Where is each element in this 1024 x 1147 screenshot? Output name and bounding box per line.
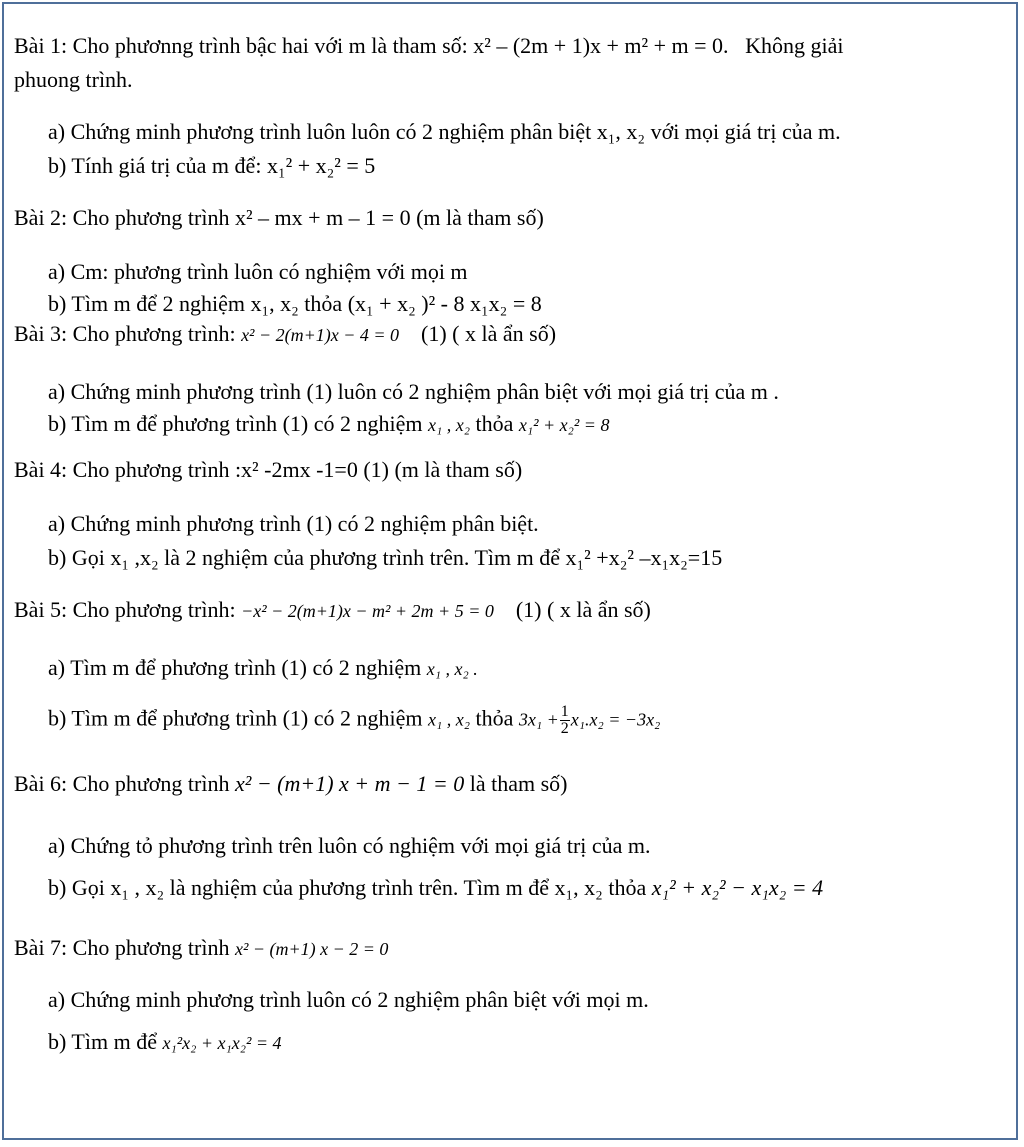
problem-1-tail: Không giải [745, 33, 844, 58]
problem-7-equation: x² − (m+1) x − 2 = 0 [234, 939, 389, 959]
problem-7-b-equation: x₁²x₂ + x₁x₂² = 4 [162, 1033, 282, 1053]
problem-1-equation: x² – (2m + 1)x + m² + m = 0. [473, 33, 729, 58]
problem-1-b-label: b) Tính giá trị của m để: [48, 153, 262, 178]
problem-5-tail: (1) ( x là ẩn số) [515, 597, 651, 622]
problem-3-part-a: a) Chứng minh phương trình (1) luôn có 2 nghiệm phân biệt với mọi giá trị của m . [48, 379, 779, 404]
problem-3-intro: Bài 3: Cho phương trình: [14, 321, 236, 346]
problem-6-part-a: a) Chứng tỏ phương trình trên luôn có nghiệm với mọi giá trị của m. [48, 833, 651, 858]
problem-2-b-label: b) Tìm m để 2 nghiệm x₁, x₂ thỏa [48, 291, 343, 316]
fraction-denominator: 2 [560, 720, 569, 737]
problem-6-intro: Bài 6: Cho phương trình [14, 771, 230, 796]
problem-5-a-label: a) Tìm m để phương trình (1) có 2 nghiệm [48, 655, 422, 680]
problem-6-header [14, 770, 568, 798]
problem-3-b-equation: x₁² + x₂² = 8 [518, 415, 610, 435]
problem-2-equation: x² – mx + m – 1 = 0 [234, 205, 411, 230]
problem-5-header [14, 596, 651, 625]
fraction-numerator: 1 [560, 703, 569, 720]
problem-2-part-b [48, 290, 542, 318]
problem-3-equation: x² − 2(m+1)x − 4 = 0 [241, 325, 400, 345]
problem-2-b-equation: (x₁ + x₂ )² - 8 x₁x₂ = 8 [347, 291, 542, 316]
problem-5-b-label: b) Tìm m để phương trình (1) có 2 nghiệm [48, 705, 423, 731]
problem-5-b-eq-left: 3x₁ + [518, 709, 559, 730]
problem-6-b-label: b) Gọi x₁ , x₂ là nghiệm của phương trình trên. Tìm m để x₁, x₂ thỏa [48, 875, 647, 900]
problem-5-a-vars: x₁ , x₂ . [426, 659, 478, 679]
problem-2-intro: Bài 2: Cho phương trình [14, 205, 230, 230]
problem-1-b-equation: x₁² + x₂² = 5 [266, 153, 376, 178]
problem-6-b-equation: x₁² + x₂² − x₁x₂ = 4 [651, 875, 824, 900]
problem-4-part-b: b) Gọi x₁ ,x₂ là 2 nghiệm của phương trình trên. Tìm m để x₁² +x₂² –x₁x₂=15 [48, 545, 723, 570]
problem-5-b-vars: x₁ , x₂ [427, 709, 470, 730]
problem-3-b-mid: thỏa [475, 411, 514, 436]
problem-5-part-a [48, 654, 478, 683]
problem-5-equation: −x² − 2(m+1)x − m² + 2m + 5 = 0 [241, 601, 494, 621]
problem-1-header [14, 32, 843, 60]
problem-7-intro: Bài 7: Cho phương trình [14, 935, 230, 960]
problem-3-header [14, 320, 556, 349]
problem-5-intro: Bài 5: Cho phương trình: [14, 597, 236, 622]
problem-5-b-mid: thỏa [475, 705, 514, 731]
problem-6-equation: x² − (m+1) x + m − 1 = 0 [234, 771, 465, 796]
problem-4-header: Bài 4: Cho phương trình :x² -2mx -1=0 (1) (m là tham số) [14, 457, 523, 482]
problem-7-b-label: b) Tìm m để [48, 1029, 157, 1054]
problem-5-b-eq-right: x₁.x₂ = −3x₂ [570, 709, 661, 730]
problem-7-header [14, 934, 388, 963]
problem-2-part-a: a) Cm: phương trình luôn có nghiệm với mọi m [48, 259, 468, 284]
problem-6-part-b [48, 874, 823, 902]
problem-1-header-cont [14, 66, 133, 94]
problem-3-part-b [48, 410, 609, 439]
problem-4-part-a: a) Chứng minh phương trình (1) có 2 nghiệm phân biệt. [48, 511, 539, 536]
problem-1-tail2: phuong trình. [14, 67, 133, 92]
problem-1-part-a: a) Chứng minh phương trình luôn luôn có 2 nghiệm phân biệt x₁, x₂ với mọi giá trị của m. [48, 119, 841, 144]
problem-7-part-b [48, 1028, 282, 1057]
problem-7-part-a: a) Chứng minh phương trình luôn có 2 nghiệm phân biệt với mọi m. [48, 987, 649, 1012]
problem-5-b-fraction [560, 704, 570, 737]
problem-3-b-vars: x₁ , x₂ [427, 415, 470, 435]
problem-1-part-b [48, 152, 375, 180]
problem-3-b-label: b) Tìm m để phương trình (1) có 2 nghiệm [48, 411, 423, 436]
problem-6-tail: là tham số) [469, 771, 568, 796]
problem-2-header [14, 204, 544, 232]
problem-3-tail: (1) ( x là ẩn số) [421, 321, 557, 346]
problem-5-part-b [48, 704, 660, 737]
problem-2-tail: (m là tham số) [416, 205, 544, 230]
problem-1-intro: Bài 1: Cho phươnng trình bậc hai với m là tham số: [14, 33, 468, 58]
